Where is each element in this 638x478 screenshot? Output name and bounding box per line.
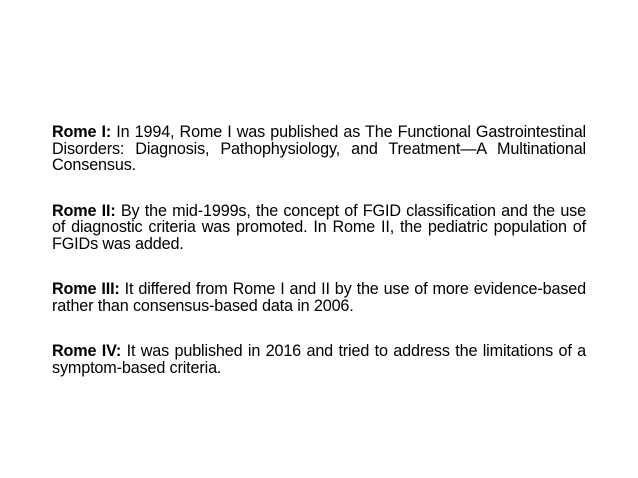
- paragraph-label: Rome II:: [52, 201, 116, 220]
- paragraph-label: Rome I:: [52, 123, 112, 141]
- paragraph-text: In 1994, Rome I was published as The Functional Gastrointestinal Disorders: Diagnosis, Pathophysiology, and Treatment—A Multinational Consensus.: [52, 123, 586, 174]
- paragraph-rome-iii: [52, 281, 586, 314]
- paragraph-rome-iv: [52, 343, 586, 376]
- paragraph-rome-i: [52, 124, 586, 174]
- paragraph-rome-ii: [52, 203, 586, 253]
- paragraph-text: It differed from Rome I and II by the use of more evidence-based rather than consensus-based data in 2006.: [52, 280, 586, 315]
- slide-body: [52, 124, 586, 376]
- paragraph-text: It was published in 2016 and tried to address the limitations of a symptom-based criteria.: [52, 342, 586, 377]
- paragraph-label: Rome IV:: [52, 342, 122, 360]
- paragraph-label: Rome III:: [52, 280, 120, 298]
- paragraph-text: By the mid-1999s, the concept of FGID classification and the use of diagnostic criteria was promoted. In Rome II, the pediatric population of FGIDs was added.: [52, 201, 586, 253]
